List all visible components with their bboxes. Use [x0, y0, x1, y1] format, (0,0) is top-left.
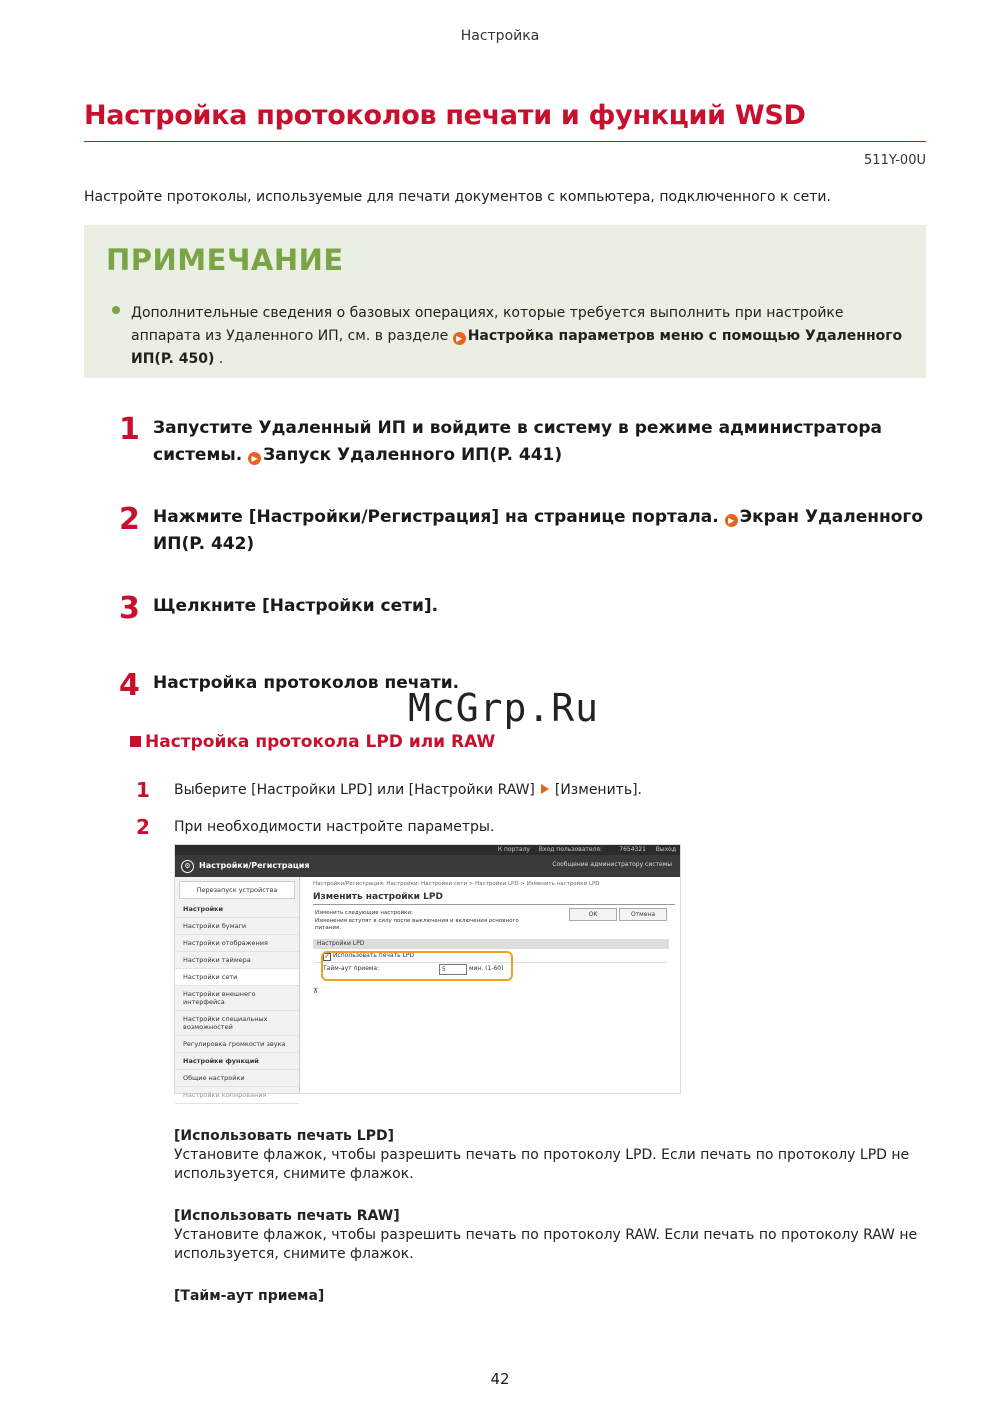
- sidebar-item[interactable]: Настройки копирования: [175, 1087, 299, 1104]
- sidebar-item[interactable]: Настройки бумаги: [175, 918, 299, 935]
- login-user-label: Вход пользователя:: [538, 846, 602, 853]
- embedded-screenshot: [174, 844, 681, 1099]
- screenshot-main: [305, 877, 677, 1093]
- screenshot-sidebar: [175, 877, 300, 1099]
- step-text: [153, 415, 923, 469]
- param-name: [Использовать печать RAW]: [174, 1208, 400, 1224]
- sidebar-item[interactable]: Настройки внешнего интерфейса: [175, 986, 299, 1011]
- substep-text: [174, 782, 642, 798]
- bullet-icon: [112, 306, 120, 314]
- intro-paragraph: Настройте протоколы, используемые для печати документов с компьютера, подключенного к сети.: [84, 189, 831, 205]
- step-link[interactable]: Экран Удаленного ИП(P. 442): [153, 507, 923, 554]
- step-number: 3: [119, 591, 140, 626]
- sidebar-item[interactable]: Общие настройки: [175, 1070, 299, 1087]
- substep-text-b: [Изменить].: [554, 782, 642, 798]
- watermark: McGrp.Ru: [408, 686, 600, 730]
- sidebar-item[interactable]: Регулировка громкости звука: [175, 1036, 299, 1053]
- timeout-input[interactable]: 5: [439, 964, 467, 975]
- sidebar-item[interactable]: Настройки отображения: [175, 935, 299, 952]
- note-title: ПРИМЕЧАНИЕ: [106, 243, 344, 277]
- step-number: 4: [119, 668, 140, 703]
- change-message: Изменить следующие настройки:: [315, 910, 413, 916]
- lpd-checkbox[interactable]: ✓: [324, 953, 330, 960]
- screenshot-topbar: [175, 845, 680, 855]
- step-text: Настройка протоколов печати.: [153, 673, 460, 693]
- link-arrow-icon: ▶: [725, 514, 738, 527]
- highlight-frame: [321, 951, 513, 981]
- step-text: Щелкните [Настройки сети].: [153, 596, 439, 616]
- restart-device-button[interactable]: Перезапуск устройства: [179, 881, 295, 899]
- document-code: 511Y-00U: [864, 153, 926, 168]
- checkbox-label: Использовать печать LPD: [333, 952, 415, 959]
- link-arrow-icon: ▶: [453, 332, 466, 345]
- screenshot-breadcrumb: Настройки/Регистрация: Настройки: Настройки сети > Настройки LPD > Изменить настройки LPD: [313, 881, 600, 887]
- param-name: [Использовать печать LPD]: [174, 1128, 394, 1144]
- screenshot-divider: [313, 904, 675, 905]
- sidebar-item[interactable]: Настройки специальных возможностей: [175, 1011, 299, 1036]
- param-desc: Установите флажок, чтобы разрешить печать по протоколу RAW. Если печать по протоколу RAW не используется, снимите флажок.: [174, 1227, 918, 1262]
- running-header: Настройка: [460, 28, 540, 44]
- step-instruction: Запустите Удаленный ИП и войдите в систему в режиме администратора системы.: [153, 418, 882, 465]
- link-arrow-icon: ▶: [248, 452, 261, 465]
- screenshot-titlebar: [175, 855, 680, 877]
- param-name: [Тайм-аут приема]: [174, 1288, 325, 1304]
- step-number: 1: [119, 412, 140, 447]
- screenshot-page-title: Изменить настройки LPD: [313, 892, 443, 902]
- note-text-before: Дополнительные сведения о базовых операциях, которые требуется выполнить при настройке аппарата из Удаленного ИП, см. в разделе: [131, 305, 844, 344]
- cancel-button[interactable]: Отмена: [619, 908, 667, 921]
- login-user-id: 7654321: [619, 846, 646, 853]
- settings-gear-icon: ⚙: [181, 860, 194, 873]
- timeout-label: Тайм-аут приема:: [323, 965, 380, 972]
- sidebar-item-network[interactable]: Настройки сети: [175, 969, 299, 986]
- ok-button[interactable]: OK: [569, 908, 617, 921]
- subsection-title: [130, 732, 495, 752]
- square-bullet-icon: [130, 736, 141, 747]
- title-divider: [84, 141, 926, 142]
- step-number: 2: [119, 502, 140, 537]
- step-link[interactable]: Запуск Удаленного ИП(P. 441): [263, 445, 563, 465]
- step-text: [153, 504, 923, 558]
- note-text-after: .: [214, 351, 224, 367]
- substep-text-a: Выберите [Настройки LPD] или [Настройки RAW]: [174, 782, 535, 798]
- substep-text: При необходимости настройте параметры.: [174, 819, 495, 835]
- lpd-section-header: Настройки LPD: [313, 939, 669, 949]
- admin-message-link[interactable]: Сообщение администратору системы: [552, 861, 672, 868]
- screenshot-title: Настройки/Регистрация: [199, 861, 310, 870]
- page-number: 42: [490, 1370, 510, 1388]
- subsection-title-text: Настройка протокола LPD или RAW: [145, 732, 496, 752]
- sidebar-item[interactable]: Настройки таймера: [175, 952, 299, 969]
- note-text: [131, 302, 911, 371]
- timeout-unit: мин. (1-60): [469, 965, 504, 972]
- param-desc: Установите флажок, чтобы разрешить печать по протоколу LPD. Если печать по протоколу LPD не используется, снимите флажок.: [174, 1147, 910, 1182]
- sidebar-heading: Настройки функций: [175, 1053, 299, 1070]
- page-title: Настройка протоколов печати и функций WSD: [84, 100, 806, 131]
- substep-number: 1: [136, 778, 150, 802]
- step-instruction: Нажмите [Настройки/Регистрация] на странице портала.: [153, 507, 719, 527]
- arrow-right-icon: [541, 784, 549, 794]
- logout-link[interactable]: Выход: [655, 846, 676, 853]
- portal-link[interactable]: К порталу: [497, 846, 530, 853]
- substep-number: 2: [136, 815, 150, 839]
- note-link[interactable]: Настройка параметров меню с помощью Удаленного ИП(P. 450): [131, 328, 903, 367]
- sidebar-heading: Настройки: [175, 901, 299, 918]
- change-message-2: Изменения вступят в силу после выключения и включения основного питания.: [315, 918, 519, 931]
- scroll-top-icon[interactable]: ⊼: [313, 987, 319, 995]
